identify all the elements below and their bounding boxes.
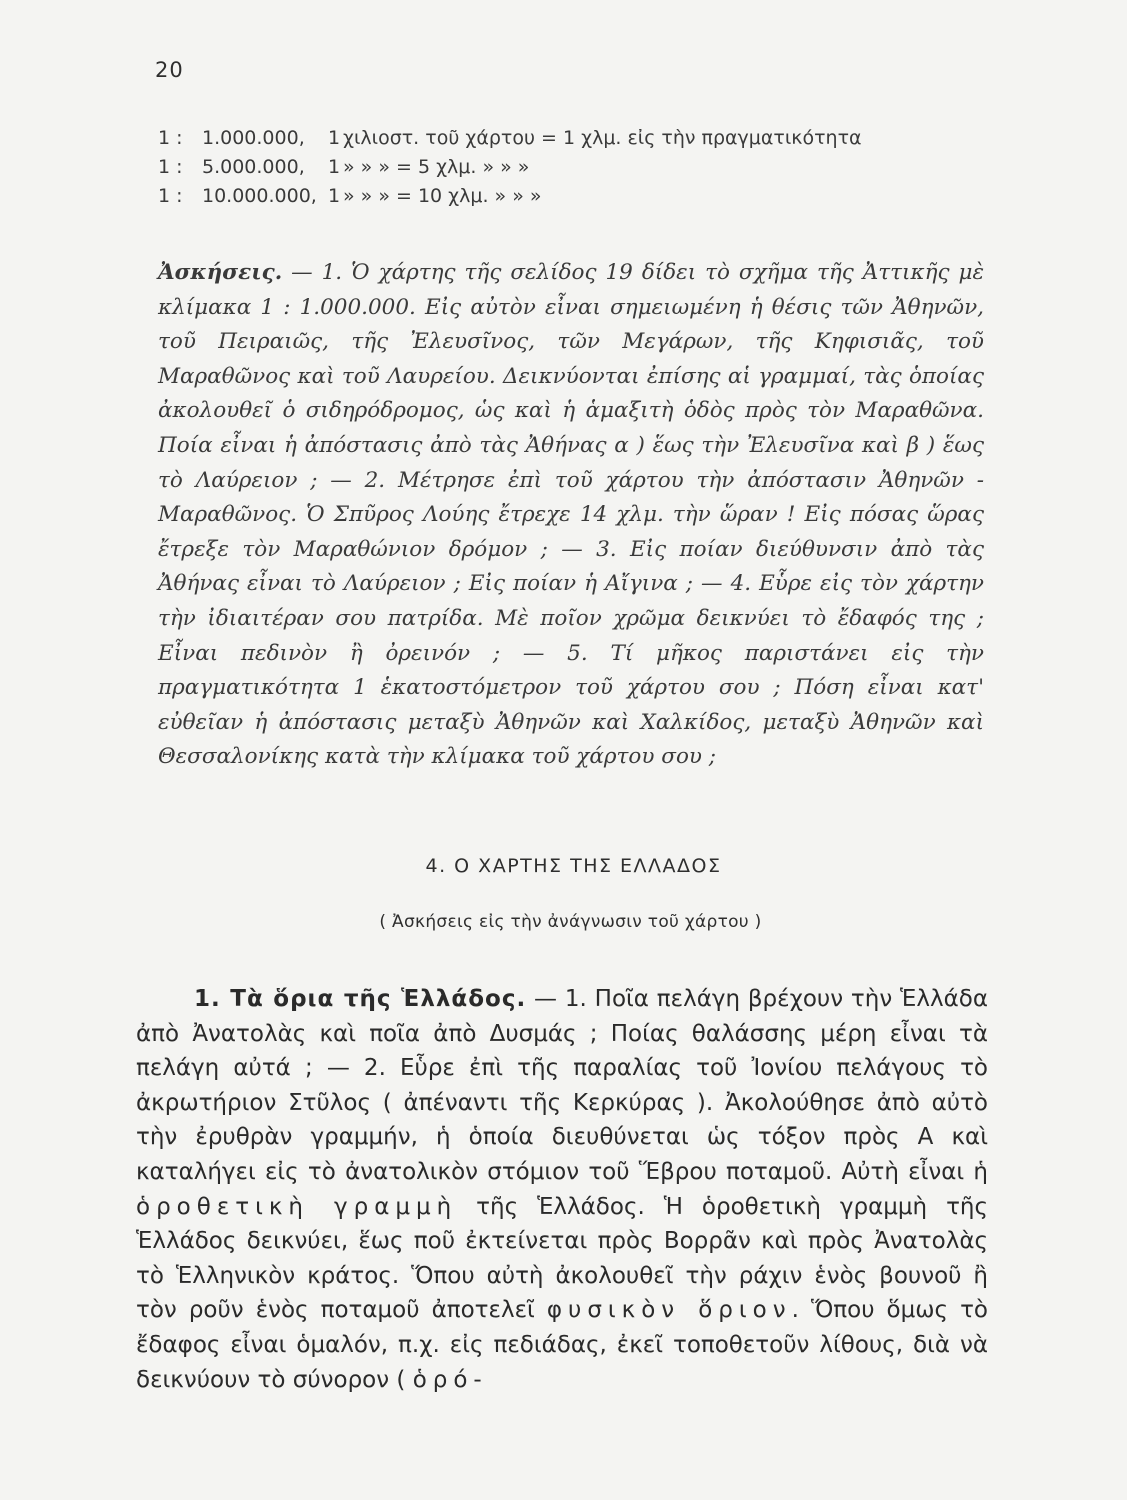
scale-prefix: 1 : xyxy=(158,185,183,207)
exercises-lead: Ἀσκήσεις. xyxy=(158,260,283,285)
body-paragraph xyxy=(136,982,988,1397)
scale-ratio: 5.000.000, xyxy=(202,156,305,178)
scale-description: » » » = 10 χλμ. » » » xyxy=(343,185,542,207)
term-boundary-line: ὁροθετικὴ γραμμὴ xyxy=(136,1193,458,1220)
scale-description: » » » = 5 χλμ. » » » xyxy=(343,156,530,178)
scale-unit: 1 xyxy=(328,127,341,149)
section-heading: 4. Ο ΧΑΡΤΗΣ ΤΗΣ ΕΛΛΑΔΟΣ xyxy=(425,855,722,877)
scale-ratio: 10.000.000, xyxy=(202,185,317,207)
body-text: — 1. Ποῖα πελάγη βρέχουν τὴν Ἑλλάδα ἀπὸ Ἀνατολὰς καὶ ποῖα ἀπὸ Δυσμάς ; Ποίας θαλάσσης μέρη εἶναι τὰ πελάγη αὐτά ; — 2. Εὗρε ἐπὶ τῆς παραλίας τοῦ Ἰονίου πελάγους τὸ ἀκρωτήριον Στῦλος ( ἀπέναντι τῆς Κερκύρας ). Ἀκολούθησε ἀπὸ αὐτὸ τὴν ἐρυθρὰν γραμμήν, ἡ ὁποία διευθύνεται ὡς τόξον πρὸς Α καὶ καταλήγει εἰς τὸ ἀνατολικὸν στόμιον τοῦ Ἕβρου ποταμοῦ. Αὐτὴ εἶναι ἡ xyxy=(136,986,988,1185)
exercises-text: — 1. Ὁ χάρτης τῆς σελίδος 19 δίδει τὸ σχῆμα τῆς Ἀττικῆς μὲ κλίμακα 1 : 1.000.000. Εἰς αὐτὸν εἶναι σημειωμένη ἡ θέσις τῶν Ἀθηνῶν, τοῦ Πειραιῶς, τῆς Ἐλευσῖνος, τῶν Μεγάρων, τῆς Κηφισιᾶς, τοῦ Μαραθῶνος καὶ τοῦ Λαυρείου. Δεικνύονται ἐπίσης αἱ γραμμαί, τὰς ὁποίας ἀκολουθεῖ ὁ σιδηρόδρομος, ὡς καὶ ἡ ἁμαξιτὴ ὁδὸς πρὸς τὸν Μαραθῶνα. Ποία εἶναι ἡ ἀπόστασις ἀπὸ τὰς Ἀθήνας α ) ἕως τὴν Ἐλευσῖνα καὶ β ) ἕως τὸ Λαύρειον ; — 2. Μέτρησε ἐπὶ τοῦ χάρτου τὴν ἀπόστασιν Ἀθηνῶν - Μαραθῶνος. Ὁ Σπῦρος Λούης ἔτρεχε 14 χλμ. τὴν ὥραν ! Εἰς πόσας ὥρας ἔτρεξε τὸν Μαραθώνιον δρόμον ; — 3. Εἰς ποίαν διεύθυνσιν ἀπὸ τὰς Ἀθήνας εἶναι τὸ Λαύρειον ; Εἰς ποίαν ἡ Αἴγινα ; — 4. Εὗρε εἰς τὸν χάρτην τὴν ἰδιαιτέραν σου πατρίδα. Μὲ ποῖον χρῶμα δεικνύει τὸ ἔδαφός της ; Εἶναι πεδινὸν ἢ ὀρεινόν ; — 5. Τί μῆκος παριστάνει εἰς τὴν πραγματικότητα 1 ἑκατοστόμετρον τοῦ χάρτου σου ; Πόση εἶναι κατ' εὐθεῖαν ἡ ἀπόστασις μεταξὺ Ἀθηνῶν καὶ Χαλκίδος, μεταξὺ Ἀθηνῶν καὶ Θεσσαλονίκης κατὰ τὴν κλίμακα τοῦ χάρτου σου ; xyxy=(158,260,984,770)
scale-unit: 1 xyxy=(328,156,341,178)
page-number: 20 xyxy=(155,58,184,82)
section-subheading: ( Ἀσκήσεις εἰς τὴν ἀνάγνωσιν τοῦ χάρτου ) xyxy=(379,912,762,932)
term-continued: ὁρό- xyxy=(412,1366,488,1393)
exercises-paragraph xyxy=(158,256,984,775)
body-text: . Ὅπου ὅμως τὸ ἔδαφος εἶναι ὁμαλόν, π.χ. εἰς πεδιάδας, ἐκεῖ τοποθετοῦν λίθους, διὰ νὰ δεικνύουν τὸ σύνορον ( xyxy=(136,1297,988,1393)
scale-description: χιλιοστ. τοῦ χάρτου = 1 χλμ. εἰς τὴν πραγματικότητα xyxy=(343,127,862,149)
scale-prefix: 1 : xyxy=(158,156,183,178)
scale-unit: 1 xyxy=(328,185,341,207)
scale-prefix: 1 : xyxy=(158,127,183,149)
scale-ratio: 1.000.000, xyxy=(202,127,305,149)
body-title: 1. Τὰ ὅρια τῆς Ἑλλάδος. xyxy=(194,986,527,1012)
term-natural-border: φυσικὸν ὅριον xyxy=(546,1297,792,1324)
body-text: τῆς Ἑλλάδος. Ἡ ὁροθετικὴ γραμμὴ τῆς Ἑλλάδος δεικνύει, ἕως ποῦ ἐκτείνεται πρὸς Βορρᾶν καὶ πρὸς Ἀνατολὰς τὸ Ἑλληνικὸν κράτος. Ὅπου αὐτὴ ἀκολουθεῖ τὴν ράχιν ἑνὸς βουνοῦ ἢ τὸν ροῦν ἑνὸς ποταμοῦ ἀποτελεῖ xyxy=(136,1193,988,1324)
